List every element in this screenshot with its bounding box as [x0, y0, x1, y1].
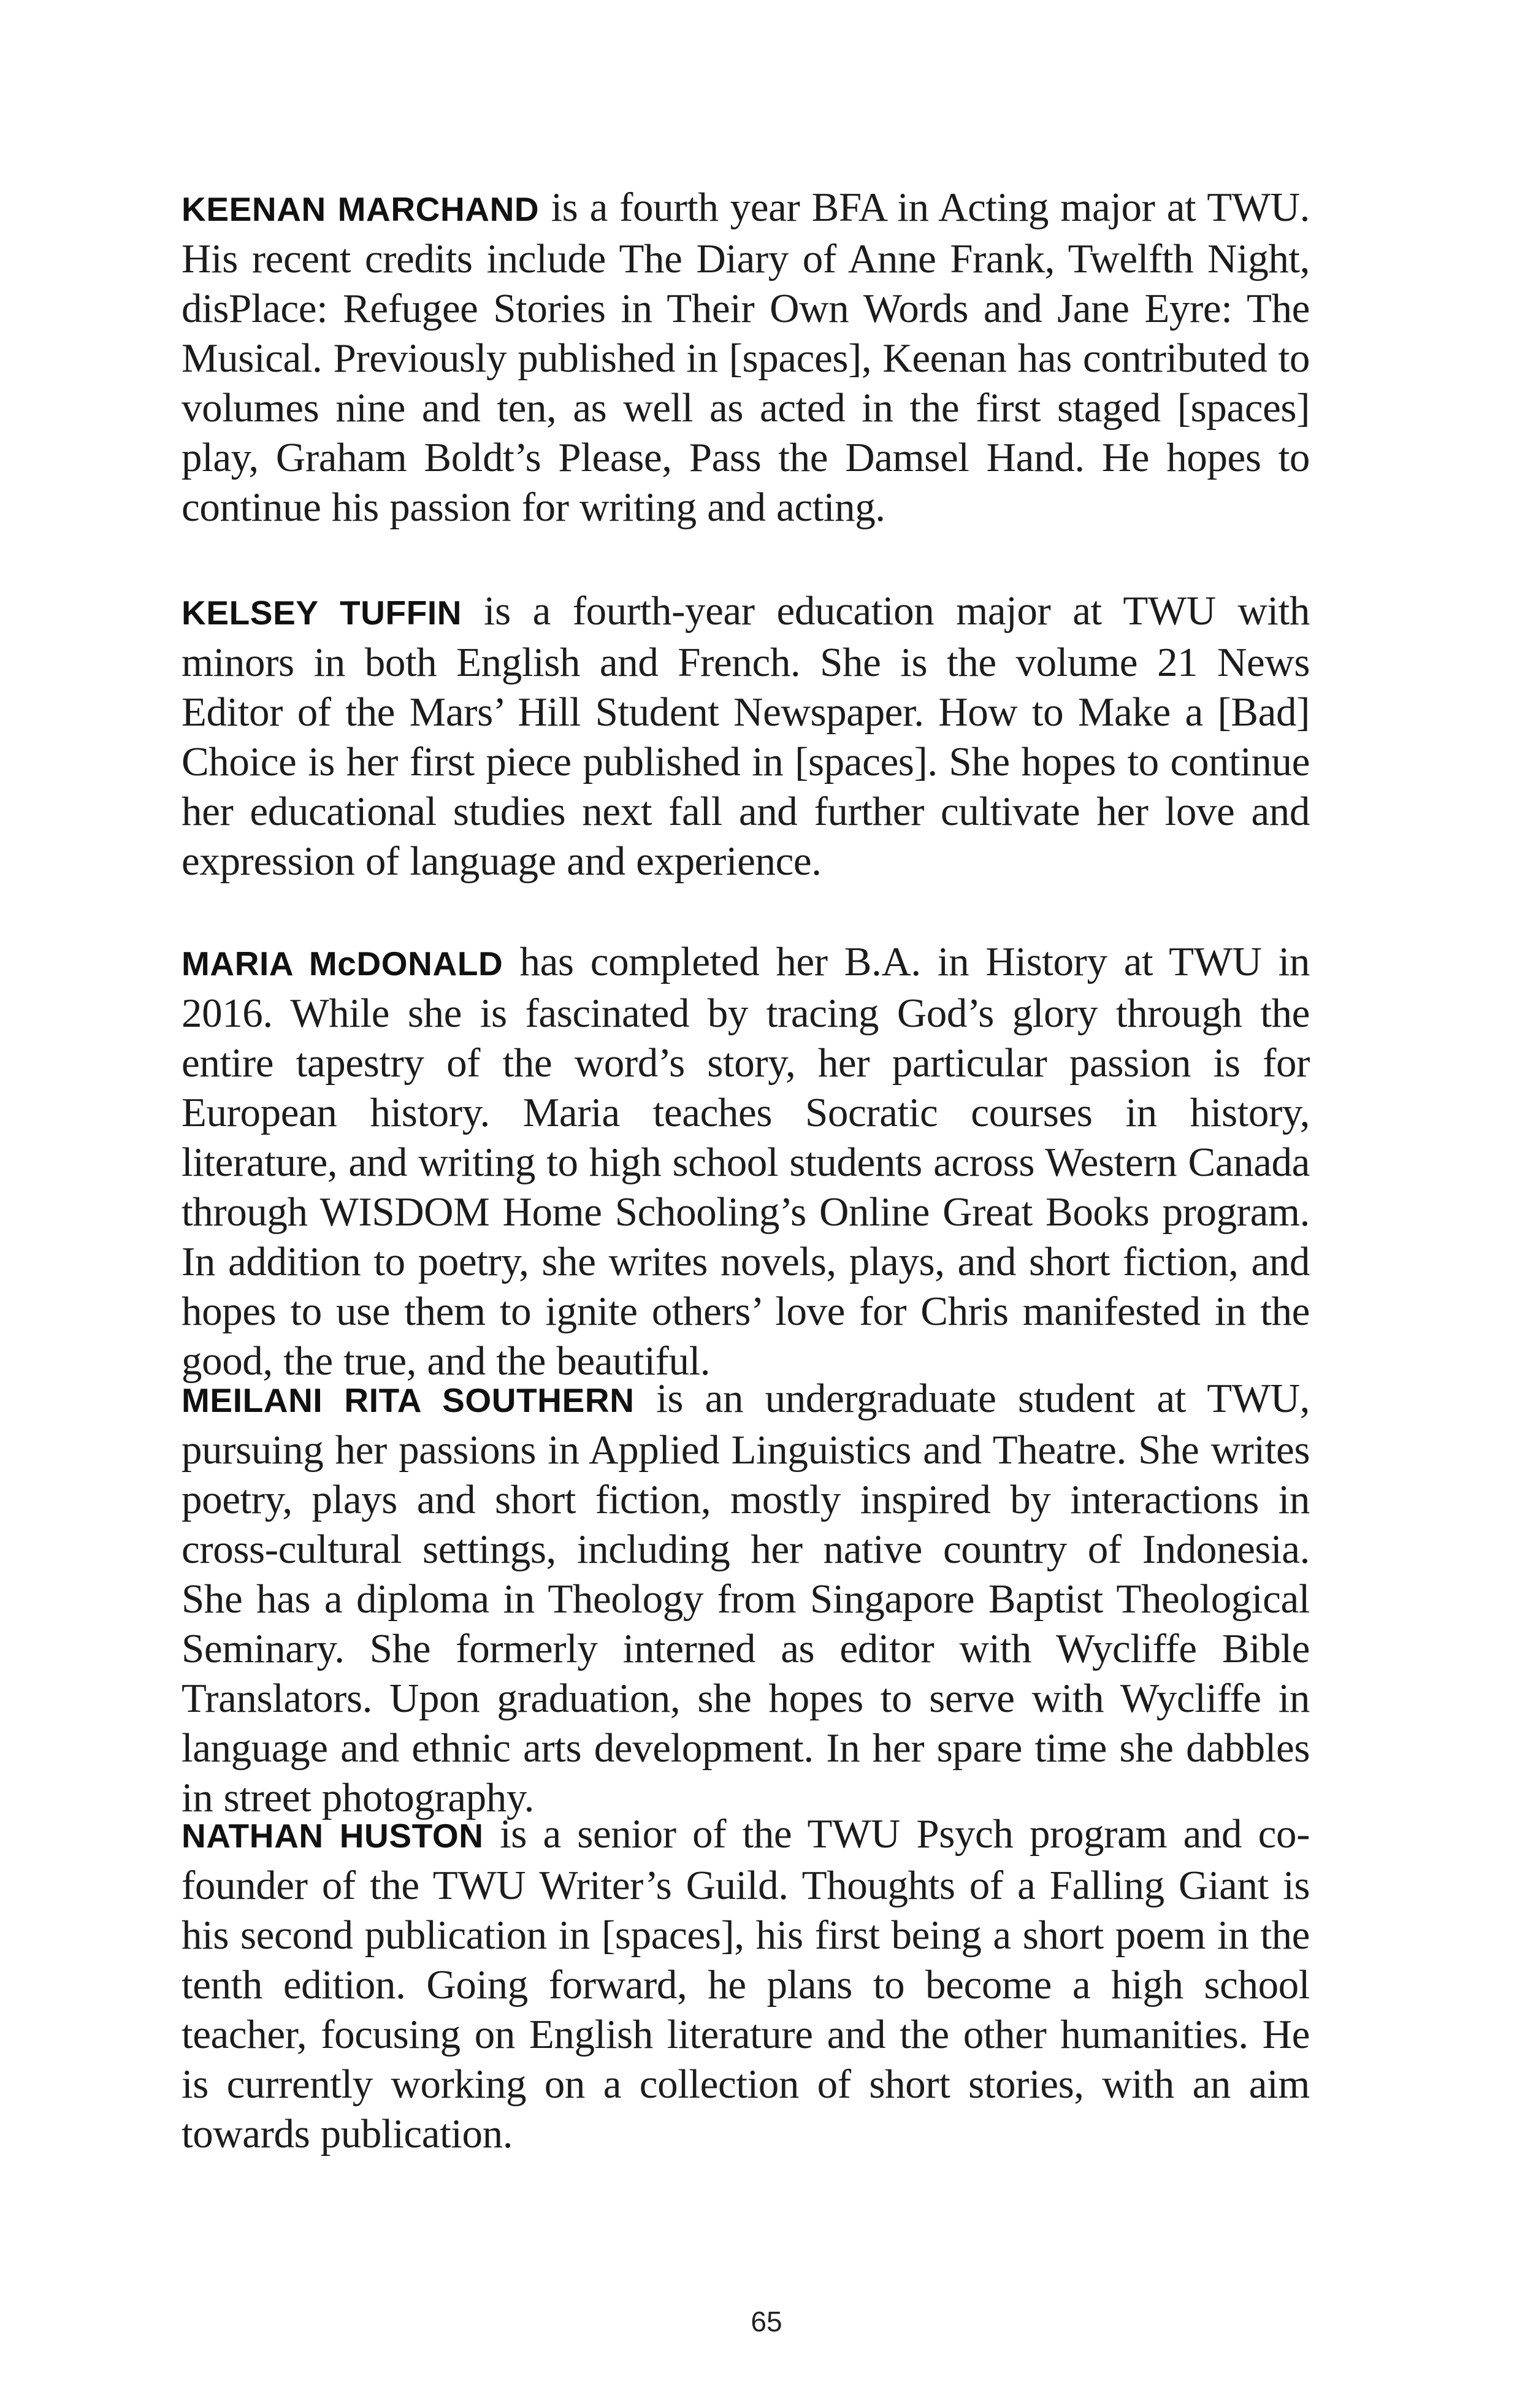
bio-text: has completed her B.A. in History at TWU in 2016. While she is fascinated by tracing God’s glory through the entire tapestry of the word’s story, her particular passion is for European history. Maria teaches Socratic courses in history, literature, and writing to high school students across Western Canada through WISDOM Home Schooling’s Online Great Books program. In addition to poetry, she writes novels, plays, and short fiction, and hopes to use them to ignite others’ love for Chris manifested in the good, the true, and the beautiful. — [182, 939, 1310, 1384]
bio-text: is a fourth-year education major at TWU with minors in both English and French. She is the volume 21 News Editor of the Mars’ Hill Student Newspaper. How to Make a [Bad] Choice is her first piece published in [spaces]. She hopes to continue her educational studies next fall and further cultivate her love and expression of language and experience. — [182, 588, 1310, 884]
bio-name: MEILANI RITA SOUTHERN — [182, 1381, 635, 1419]
page-number: 65 — [751, 2306, 782, 2337]
bio-text: is a senior of the TWU Psych program and co-founder of the TWU Writer’s Guild. Thoughts of a Falling Giant is his second publication in [spaces], his first being a short poem in the tenth edition. Going forward, he plans to become a high school teacher, focusing on English literature and the other humanities. He is currently working on a collection of short stories, with an aim towards publication. — [182, 1811, 1310, 2157]
bio-kelsey-tuffin — [182, 586, 1310, 886]
bio-meilani-rita-southern — [182, 1374, 1310, 1823]
bio-maria-mcdonald — [182, 937, 1310, 1386]
bio-name: NATHAN HUSTON — [182, 1817, 484, 1855]
bio-text: is a fourth year BFA in Acting major at TWU. His recent credits include The Diary of Anne Frank, Twelfth Night, disPlace: Refugee Stories in Their Own Words and Jane Eyre: The Musical. Previously published in [spaces], Keenan has contributed to volumes nine and ten, as well as acted in the first staged [spaces] play, Graham Boldt’s Please, Pass the Damsel Hand. He hopes to continue his passion for writing and acting. — [182, 185, 1310, 530]
bio-name: KEENAN MARCHAND — [182, 190, 540, 228]
bio-keenan-marchand — [182, 183, 1310, 532]
bio-text: is an undergraduate student at TWU, pursuing her passions in Applied Linguistics and Theatre. She writes poetry, plays and short fiction, mostly inspired by interactions in cross-cultural settings, including her native country of Indonesia. She has a diploma in Theology from Singapore Baptist Theological Seminary. She formerly interned as editor with Wycliffe Bible Translators. Upon graduation, she hopes to serve with Wycliffe in language and ethnic arts development. In her spare time she dabbles in street photography. — [182, 1376, 1310, 1820]
bio-name: KELSEY TUFFIN — [182, 594, 462, 632]
bio-nathan-huston — [182, 1809, 1310, 2159]
bio-name: MARIA McDONALD — [182, 945, 503, 983]
